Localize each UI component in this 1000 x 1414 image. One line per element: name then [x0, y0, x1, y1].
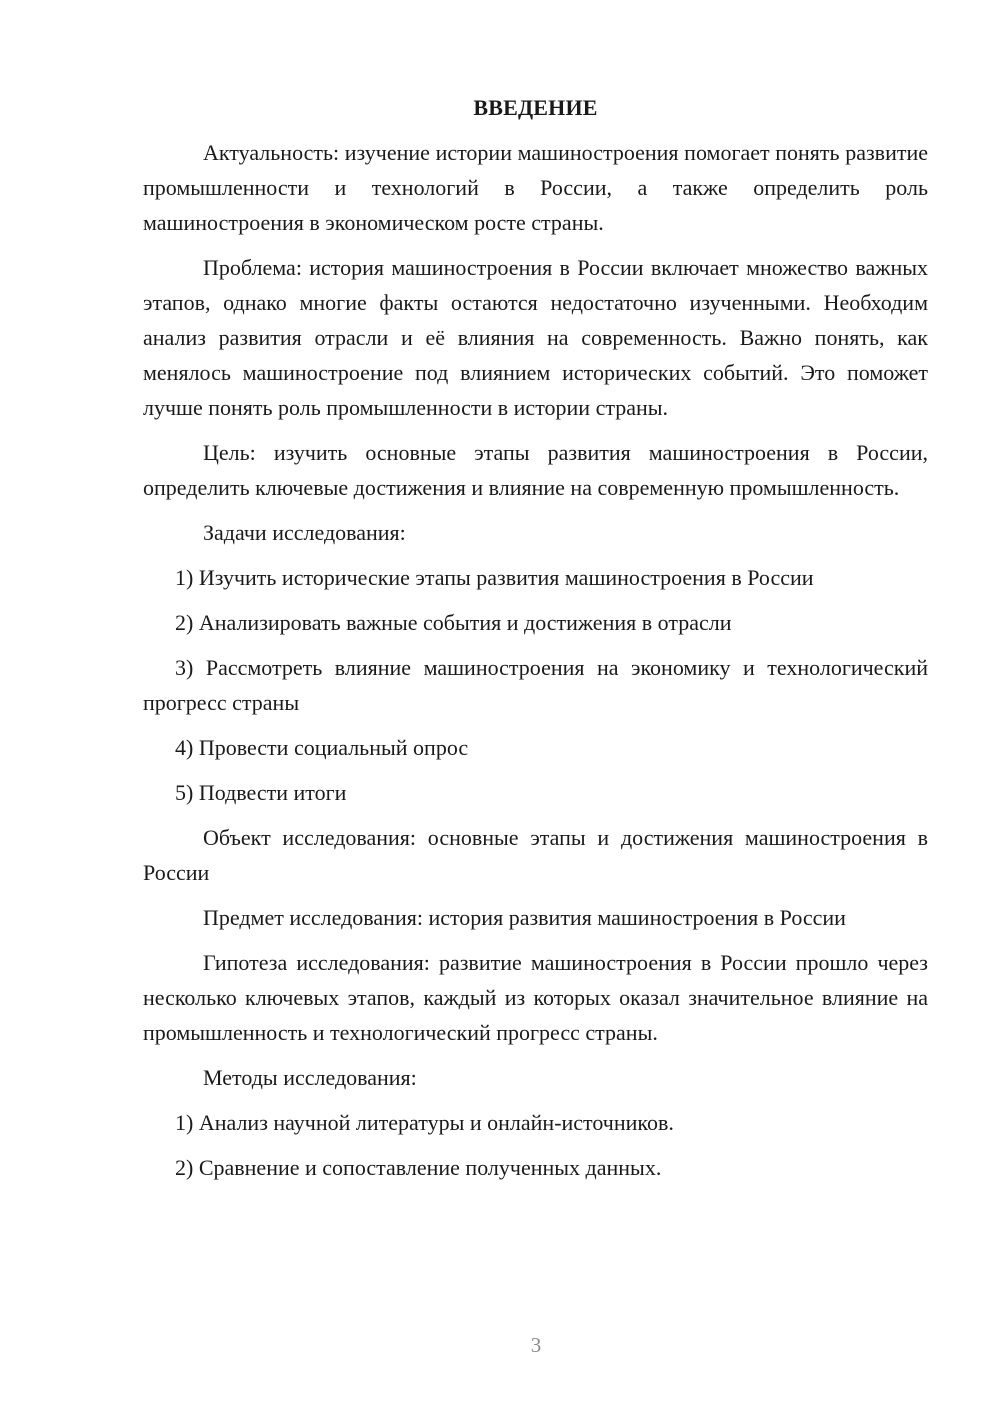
paragraph-goal: Цель: изучить основные этапы развития машиностроения в России, определить ключевые достижения и влияние на современную промышленность. [143, 440, 928, 500]
task-item: 2) Анализировать важные события и достижения в отрасли [175, 610, 732, 635]
paragraph-hypothesis: Гипотеза исследования: развитие машиностроения в России прошло через несколько ключевых этапов, каждый из которых оказал значительное влияние на промышленность и технологический прогресс страны. [143, 950, 928, 1045]
methods-heading: Методы исследования: [203, 1065, 417, 1090]
section-title: ВВЕДЕНИЕ [473, 95, 598, 120]
page-number: 3 [530, 1333, 542, 1357]
paragraph-subject: Предмет исследования: история развития машиностроения в России [203, 905, 846, 930]
page-content [143, 90, 928, 1195]
method-item: 1) Анализ научной литературы и онлайн-источников. [175, 1110, 674, 1135]
task-item: 5) Подвести итоги [175, 780, 347, 805]
paragraph-relevance: Актуальность: изучение истории машиностроения помогает понять развитие промышленности и технологий в России, а также определить роль машиностроения в экономическом росте страны. [143, 140, 928, 235]
paragraph-object: Объект исследования: основные этапы и достижения машиностроения в России [143, 825, 928, 885]
task-item: 3) Рассмотреть влияние машиностроения на экономику и технологический прогресс страны [143, 655, 928, 715]
paragraph-problem: Проблема: история машиностроения в России включает множество важных этапов, однако многие факты остаются недостаточно изученными. Необходим анализ развития отрасли и её влияния на современность. Важно понять, как менялось машиностроение под влиянием исторических событий. Это поможет лучше понять роль промышленности в истории страны. [143, 255, 928, 420]
task-item: 4) Провести социальный опрос [175, 735, 469, 760]
task-item: 1) Изучить исторические этапы развития машиностроения в России [175, 565, 814, 590]
method-item: 2) Сравнение и сопоставление полученных данных. [175, 1155, 662, 1180]
tasks-heading: Задачи исследования: [203, 520, 406, 545]
